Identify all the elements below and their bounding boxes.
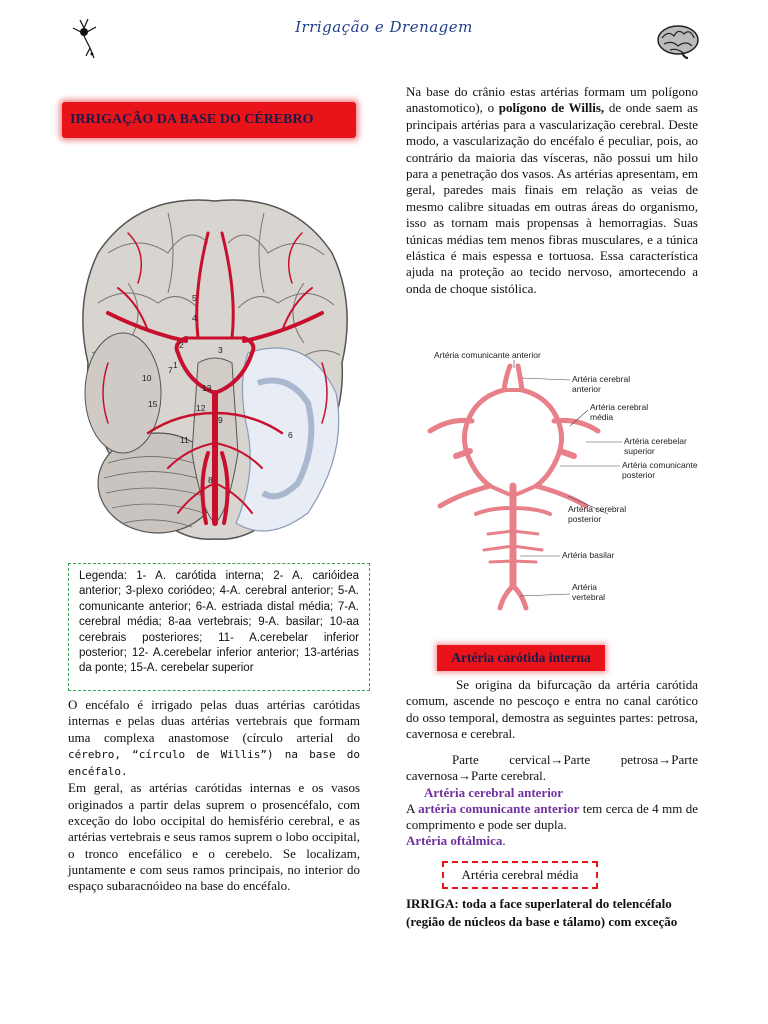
comunicante-label: artéria comunicante anterior <box>418 800 580 816</box>
brain-label-1: 1 <box>173 360 178 370</box>
carotid-title: Artéria carótida interna <box>437 645 605 671</box>
right-before-bold: Na base do crânio estas artérias formam um polígono anastomotico), o <box>406 84 698 116</box>
label-comunicante-posterior-1: Artéria comunicante <box>622 460 698 470</box>
irriga-text: IRRIGA: toda a face superlateral do telencéfalo (região de núcleos da base e tálamo) com exceção <box>406 896 678 929</box>
brain-icon <box>656 22 700 60</box>
label-cerebelar-superior-1: Artéria cerebelar <box>624 436 687 446</box>
left-p1-mono: cérebro, “círculo de Willis”) na base do encéfalo. <box>68 747 360 779</box>
label-vertebral-1: Artéria <box>572 582 598 592</box>
carotid-parts <box>406 752 698 850</box>
brain-label-4: 4 <box>192 313 197 323</box>
label-cerebelar-superior-2: superior <box>624 446 655 456</box>
cerebral-anterior-label: Artéria cerebral anterior <box>424 784 564 800</box>
label-basilar: Artéria basilar <box>562 550 615 560</box>
label-cerebral-posterior-2: posterior <box>568 514 602 524</box>
right-after-bold: de onde saem as principais artérias para a vascularização cerebral. Deste modo, a vascularização do encéfalo é peculiar, pois, ao contrário da maioria das vísceras, não possui um hilo para a penetração dos vasos. As artérias apresentam, em geral, paredes mais finais em relação as veias de mesmo calibre situadas em outras áreas do organismo, isso as tornam mais propensas à hemorragias. Suas túnicas médias tem menos fibras musculares, e a túnica elástica é mais espessa e tortuosa. Essa característica ajuda na proteção ao tecido nervoso, amortecendo a onda de choque sistólica. <box>406 100 698 296</box>
brain-label-7: 7 <box>168 365 173 375</box>
brain-label-8: 8 <box>208 475 213 485</box>
parts-line-1: Parte cervical→Parte petrosa→Parte <box>452 752 698 767</box>
right-paragraph <box>406 84 698 297</box>
label-cerebral-media-1: Artéria cerebral <box>590 402 649 412</box>
oftalmica-period: . <box>502 833 506 849</box>
brain-label-3: 6 <box>288 430 293 440</box>
label-cerebral-posterior-1: Artéria cerebral <box>568 504 627 514</box>
a-prefix: A <box>406 800 419 816</box>
brain-label-15: 15 <box>148 399 158 409</box>
brain-label-6: 5 <box>192 293 197 303</box>
media-box: Artéria cerebral média <box>442 861 598 889</box>
comunicante-rest: tem cerca de 4 mm de comprimento e pode ser dupla. <box>406 800 698 833</box>
carotid-paragraph <box>406 677 698 742</box>
label-cerebral-anterior-1: Artéria cerebral <box>572 374 631 384</box>
header-title: Irrigação e Drenagem <box>295 18 473 36</box>
label-cerebral-media-2: média <box>590 412 614 422</box>
left-p2: Em geral, as artérias carótidas internas e os vasos originados a partir delas suprem o prosencéfalo, com exceção do lobo occipital do hemisfério cerebral, e as artérias vertebrais e seus ramos suprem o lobo occipital, o tronco encefálico e o cerebelo. Se localizam, juntamente e com seus ramos principais, no interior do espaço subaracnóideo na base do encéfalo. <box>68 780 360 894</box>
section-title: IRRIGAÇÃO DA BASE DO CÉREBRO <box>62 102 356 138</box>
brain-base-illustration <box>68 193 362 549</box>
left-p1-start: O encéfalo é irrigado pelas duas artérias carótidas internas e pelas duas artérias vertebrais que formam uma complexa anastomose (círculo arterial do <box>68 697 360 745</box>
brain-label-13: 13 <box>202 383 212 393</box>
parts-line-2: cavernosa→Parte cerebral. <box>406 768 547 784</box>
label-comunicante-posterior-2: posterior <box>622 470 656 480</box>
willis-bold: polígono de Willis, <box>498 100 605 116</box>
oftalmica-label: Artéria oftálmica <box>406 833 503 849</box>
figure-legend: Legenda: 1- A. carótida interna; 2- A. carióidea anterior; 3-plexo coriódeo; 4-A. cerebral anterior; 5-A. comunicante anterior; 6-A. estriada distal média; 7-A. cerebral média; 8-aa vertebrais; 9-A. basilar; 10-aa cerebrais posteriores; 11- A.cerebelar inferior posterior; 12- A.cerebelar inferior anterior; 13-artérias da ponte; 15-A. cerebelar superior <box>68 563 370 691</box>
label-comunicante-anterior: Artéria comunicante anterior <box>434 350 541 360</box>
brain-label-9: 9 <box>218 415 223 425</box>
brain-label-2: 2 <box>179 340 184 350</box>
brain-label-10: 10 <box>142 373 152 383</box>
brain-label-5: 3 <box>218 345 223 355</box>
label-cerebral-anterior-2: anterior <box>572 384 601 394</box>
brain-label-12: 12 <box>196 403 206 413</box>
label-vertebral-2: vertebral <box>572 592 606 602</box>
willis-circle-diagram <box>420 346 710 616</box>
left-paragraph <box>68 697 360 895</box>
brain-label-11: 11 <box>180 435 189 445</box>
carotid-text: Se origina da bifurcação da artéria carótida comum, ascende no pescoço e entra no canal carótico do osso temporal, demostra as seguintes partes: petrosa, cavernosa e cerebral. <box>406 677 698 741</box>
